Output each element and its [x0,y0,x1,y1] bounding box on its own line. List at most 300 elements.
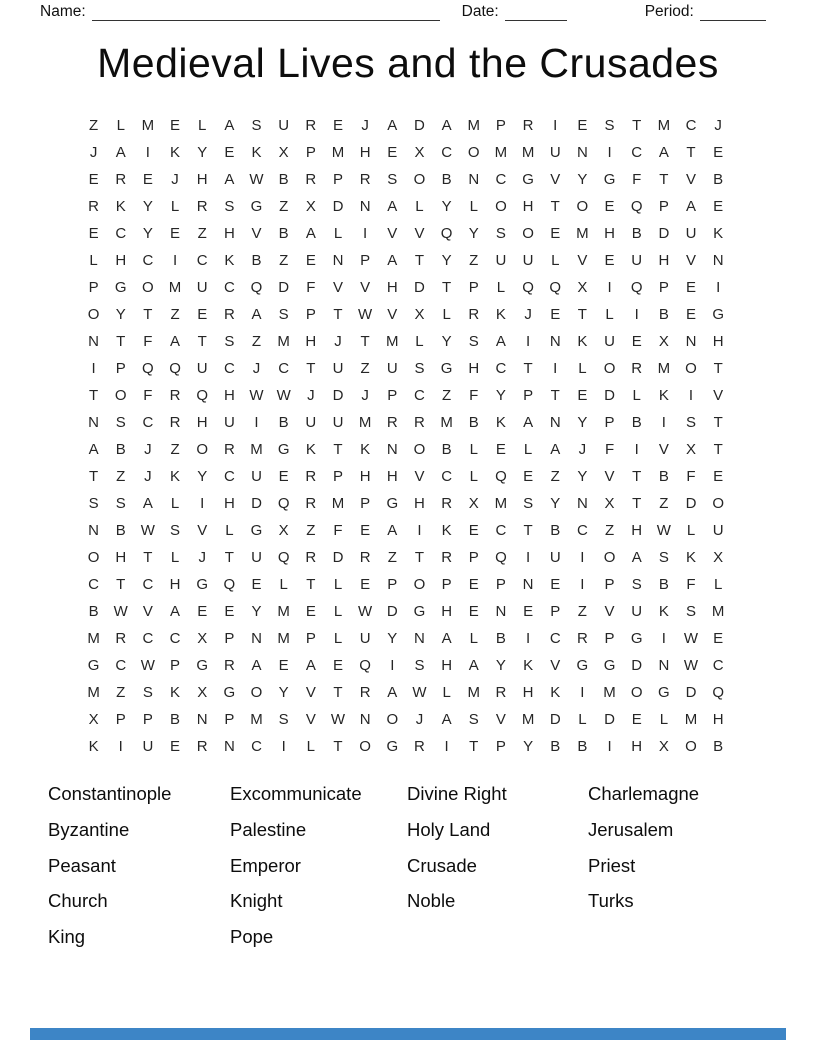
grid-letter: V [414,225,425,242]
grid-letter: I [118,738,123,755]
grid-letter: D [685,684,697,701]
grid-letter: K [658,387,669,404]
grid-letter: C [223,468,235,485]
grid-letter: D [332,387,344,404]
grid-letter: X [278,144,289,161]
grid-letter: H [631,522,643,539]
grid-letter: P [495,738,506,755]
grid-letter: I [444,738,449,755]
grid-letter: U [522,252,534,269]
grid-letter: D [549,711,561,728]
grid-letter: I [634,441,639,458]
grid-letter: G [196,657,209,674]
grid-letter: N [576,495,588,512]
grid-letter: Q [277,495,290,512]
grid-letter: A [550,441,561,458]
grid-letter: I [363,225,368,242]
grid-letter: Q [495,549,507,566]
grid-letter: T [550,387,560,404]
grid-letter: T [713,441,723,458]
grid-letter: C [495,360,507,377]
grid-letter: J [578,441,587,458]
grid-letter: L [116,117,125,134]
grid-letter: G [250,198,263,215]
grid-letter: R [305,495,317,512]
grid-letter: U [386,360,398,377]
grid-letter: R [169,414,181,431]
word-list-item: Pope [230,926,274,947]
grid-letter: T [550,198,560,215]
grid-letter: Z [442,387,452,404]
grid-letter: L [632,387,641,404]
grid-letter: X [197,630,208,647]
grid-letter: T [577,306,587,323]
grid-letter: X [468,495,479,512]
grid-letter: S [495,225,506,242]
grid-letter: M [521,144,535,161]
grid-letter: I [91,360,96,377]
grid-letter: I [172,252,178,269]
grid-letter: W [683,657,699,674]
grid-letter: O [522,225,534,242]
grid-letter: X [88,711,99,728]
grid-letter: U [712,522,724,539]
grid-letter: K [577,333,588,350]
grid-letter: T [224,549,234,566]
grid-letter: J [334,333,342,350]
grid-letter: M [358,414,372,431]
grid-letter: B [550,738,561,755]
grid-letter: L [469,630,478,647]
grid-letter: R [115,630,127,647]
grid-letter: S [631,576,642,593]
grid-letter: W [113,603,128,620]
grid-letter: R [468,306,480,323]
grid-letter: S [88,495,99,512]
grid-letter: K [115,198,126,215]
grid-letter: H [414,495,425,512]
grid-letter: E [631,333,642,350]
grid-letter: H [196,414,208,431]
grid-letter: C [142,414,154,431]
grid-letter: M [521,711,535,728]
grid-letter: A [170,333,181,350]
grid-letter: U [631,252,643,269]
grid-letter: W [683,630,699,647]
grid-letter: T [116,333,126,350]
grid-letter: Y [387,630,398,647]
grid-letter: W [330,711,346,728]
word-list-column-1 [48,776,230,955]
grid-letter: C [223,279,235,296]
grid-letter: A [468,657,479,674]
grid-letter: Y [441,252,452,269]
grid-letter: O [603,360,616,377]
grid-letter: R [386,414,398,431]
grid-letter: C [549,630,561,647]
grid-letter: X [414,144,425,161]
word-list-item: Holy Land [407,818,491,840]
grid-letter: R [305,468,317,485]
grid-letter: N [88,333,99,350]
grid-letter: D [414,117,425,134]
grid-letter: E [604,252,615,269]
grid-letter: E [550,576,561,593]
grid-letter: U [685,225,697,242]
grid-letter: C [115,225,127,242]
grid-letter: P [658,279,669,296]
grid-letter: A [387,522,398,539]
grid-letter: Z [659,495,669,512]
grid-letter: C [685,117,697,134]
grid-letter: B [115,441,126,458]
word-list-item: Divine Right [407,783,507,804]
word-list-column-2 [230,776,407,955]
grid-letter: E [631,711,642,728]
grid-letter: H [712,333,724,350]
grid-letter: G [440,360,453,377]
grid-letter: Q [630,198,643,215]
grid-letter: V [332,279,343,296]
grid-letter: Y [468,225,479,242]
grid-letter: B [631,225,642,242]
grid-letter: B [468,414,479,431]
grid-letter: Q [223,576,236,593]
grid-letter: A [251,657,262,674]
grid-letter: E [360,576,371,593]
grid-letter: O [114,387,127,404]
grid-letter: N [223,738,235,755]
grid-letter: A [115,144,126,161]
word-list-item: Crusade [407,854,477,876]
grid-letter: K [523,657,534,674]
grid-letter: T [414,549,425,566]
grid-letter: E [251,576,262,593]
grid-letter: K [170,144,181,161]
grid-letter: V [686,171,697,188]
grid-letter: G [658,684,670,701]
grid-letter: K [360,441,371,458]
grid-letter: I [200,495,205,512]
grid-letter: G [196,576,209,593]
grid-letter: P [387,387,398,404]
grid-letter: O [87,549,100,566]
grid-letter: L [225,522,234,539]
grid-letter: H [196,171,208,188]
grid-letter: S [115,495,126,512]
grid-letter: H [658,252,670,269]
grid-letter: E [550,306,561,323]
grid-letter: C [142,630,154,647]
grid-letter: N [88,522,99,539]
grid-letter: L [170,549,180,566]
grid-letter: V [360,279,371,296]
grid-letter: Y [197,144,208,161]
grid-letter: A [686,198,697,215]
grid-letter: Y [550,495,561,512]
grid-letter: B [170,711,181,728]
grid-letter: Z [170,441,180,458]
grid-letter: K [495,306,506,323]
grid-letter: N [386,441,398,458]
grid-letter: F [604,441,615,458]
grid-letter: D [332,549,344,566]
grid-letter: I [145,144,150,161]
grid-letter: E [88,225,99,242]
word-list-item: Jerusalem [588,818,674,840]
grid-letter: F [143,387,153,404]
grid-letter: D [332,198,344,215]
grid-letter: C [631,144,643,161]
grid-letter: A [441,117,452,134]
grid-letter: Z [116,468,126,485]
grid-letter: P [142,711,153,728]
grid-letter: C [115,657,127,674]
grid-letter: P [604,630,615,647]
grid-letter: P [170,657,181,674]
grid-letter: E [305,252,316,269]
grid-letter: O [685,360,697,377]
grid-letter: L [523,441,533,458]
word-list-column-3 [407,776,588,955]
grid-letter: R [115,171,127,188]
grid-letter: Q [495,468,507,485]
grid-letter: C [142,576,154,593]
grid-letter: V [142,603,153,620]
grid-letter: E [577,117,588,134]
grid-letter: O [142,279,154,296]
grid-letter: M [87,630,100,647]
grid-letter: C [223,360,235,377]
grid-letter: S [686,603,697,620]
grid-letter: C [495,522,507,539]
grid-letter: Q [549,279,562,296]
grid-letter: L [333,225,343,242]
grid-letter: K [658,603,669,620]
grid-letter: E [224,603,235,620]
grid-letter: P [387,576,398,593]
grid-letter: E [170,225,181,242]
grid-letter: Y [142,225,153,242]
grid-letter: R [305,171,317,188]
grid-letter: C [576,522,588,539]
grid-letter: L [659,711,669,728]
word-list-item: Constantinople [48,783,172,804]
grid-letter: B [278,414,289,431]
grid-letter: G [712,306,724,323]
grid-letter: S [224,198,235,215]
grid-letter: V [658,441,669,458]
grid-letter: I [553,117,558,134]
grid-letter: T [632,468,642,485]
grid-letter: I [390,657,395,674]
grid-letter: L [333,603,343,620]
grid-letter: R [359,171,371,188]
grid-letter: E [170,738,181,755]
grid-letter: P [224,711,235,728]
grid-letter: J [144,468,152,485]
grid-letter: Y [495,657,506,674]
grid-letter: D [631,657,643,674]
grid-letter: U [223,414,235,431]
grid-letter: E [604,198,615,215]
grid-letter: O [603,549,616,566]
grid-letter: C [414,387,425,404]
grid-letter: R [305,549,317,566]
grid-letter: T [333,684,343,701]
grid-letter: J [307,387,315,404]
grid-letter: M [603,684,616,701]
grid-letter: C [88,576,99,593]
word-list-item: King [48,926,86,947]
grid-letter: T [333,441,343,458]
grid-letter: F [306,279,316,296]
grid-letter: Y [142,198,153,215]
grid-letter: Z [279,252,289,269]
grid-letter: S [414,360,425,377]
grid-letter: H [305,333,317,350]
grid-letter: T [143,549,153,566]
grid-letter: I [525,549,531,566]
grid-letter: L [469,198,478,215]
grid-letter: I [634,306,639,323]
grid-letter: H [169,576,181,593]
word-list-item: Charlemagne [588,783,700,804]
grid-letter: H [712,711,724,728]
grid-letter: F [333,522,343,539]
grid-letter: U [332,414,344,431]
grid-letter: I [580,549,585,566]
grid-letter: A [387,117,398,134]
grid-letter: P [332,171,343,188]
grid-letter: W [358,603,373,620]
grid-letter: X [658,333,669,350]
grid-letter: J [714,117,722,134]
grid-letter: Y [577,468,588,485]
grid-letter: E [360,522,371,539]
grid-letter: A [305,225,316,242]
grid-letter: S [142,684,153,701]
grid-letter: Y [115,306,126,323]
grid-letter: L [686,522,696,539]
word-list-item: Noble [407,890,456,912]
grid-letter: P [360,495,371,512]
grid-letter: R [196,198,208,215]
grid-letter: T [88,468,99,485]
grid-letter: P [305,306,316,323]
grid-letter: M [494,144,508,161]
grid-letter: W [140,522,155,539]
grid-letter: B [278,171,289,188]
grid-letter: B [658,576,669,593]
grid-letter: R [495,684,507,701]
grid-letter: C [196,252,208,269]
grid-letter: K [550,684,561,701]
grid-letter: C [169,630,181,647]
grid-letter: T [523,360,533,377]
grid-letter: N [522,576,534,593]
grid-letter: C [142,252,154,269]
grid-letter: Y [577,414,588,431]
grid-letter: X [197,684,208,701]
grid-letter: P [468,549,479,566]
grid-letter: Q [522,279,534,296]
grid-letter: E [278,657,289,674]
grid-letter: U [251,468,262,485]
grid-letter: P [332,468,343,485]
grid-letter: S [224,333,235,350]
grid-letter: V [577,252,588,269]
grid-letter: L [578,711,587,728]
grid-letter: I [607,144,612,161]
grid-letter: E [686,279,697,296]
grid-letter: L [333,630,343,647]
word-list-column-4 [588,776,776,955]
grid-letter: I [580,684,585,701]
grid-letter: B [278,225,289,242]
grid-letter: M [277,603,290,620]
word-list-item: Emperor [230,854,301,876]
grid-letter: Q [169,360,181,377]
grid-letter: N [332,252,344,269]
grid-letter: B [713,738,724,755]
grid-letter: X [686,441,697,458]
grid-letter: Z [279,198,289,215]
grid-letter: E [686,306,697,323]
grid-letter: K [170,468,181,485]
grid-letter: N [414,630,425,647]
grid-letter: Y [523,738,534,755]
page-title: Medieval Lives and the Crusades [97,40,719,86]
grid-letter: G [386,738,399,755]
footer-accent-bar [30,1028,786,1040]
grid-letter: D [251,495,262,512]
grid-letter: T [523,522,533,539]
grid-letter: B [550,522,561,539]
grid-letter: N [576,144,588,161]
grid-letter: G [603,171,616,188]
grid-letter: E [170,117,181,134]
grid-letter: U [332,360,344,377]
grid-letter: T [713,360,723,377]
grid-letter: T [469,738,479,755]
grid-letter: M [141,117,155,134]
grid-letter: A [251,306,262,323]
grid-letter: Q [196,387,209,404]
grid-letter: T [197,333,207,350]
grid-letter: R [223,657,235,674]
grid-letter: V [550,657,561,674]
grid-letter: A [224,171,235,188]
period-label: Period: [644,3,694,20]
grid-letter: P [468,279,479,296]
grid-letter: M [576,225,589,242]
grid-letter: E [332,657,343,674]
grid-letter: G [630,630,643,647]
grid-letter: H [223,387,235,404]
grid-letter: S [468,333,479,350]
grid-letter: R [196,738,208,755]
grid-letter: Q [630,279,643,296]
grid-letter: J [171,171,179,188]
grid-letter: L [89,252,98,269]
grid-letter: W [412,684,427,701]
grid-letter: M [440,414,453,431]
grid-letter: O [413,441,426,458]
grid-letter: N [88,414,99,431]
grid-letter: P [658,198,669,215]
grid-letter: A [387,198,398,215]
